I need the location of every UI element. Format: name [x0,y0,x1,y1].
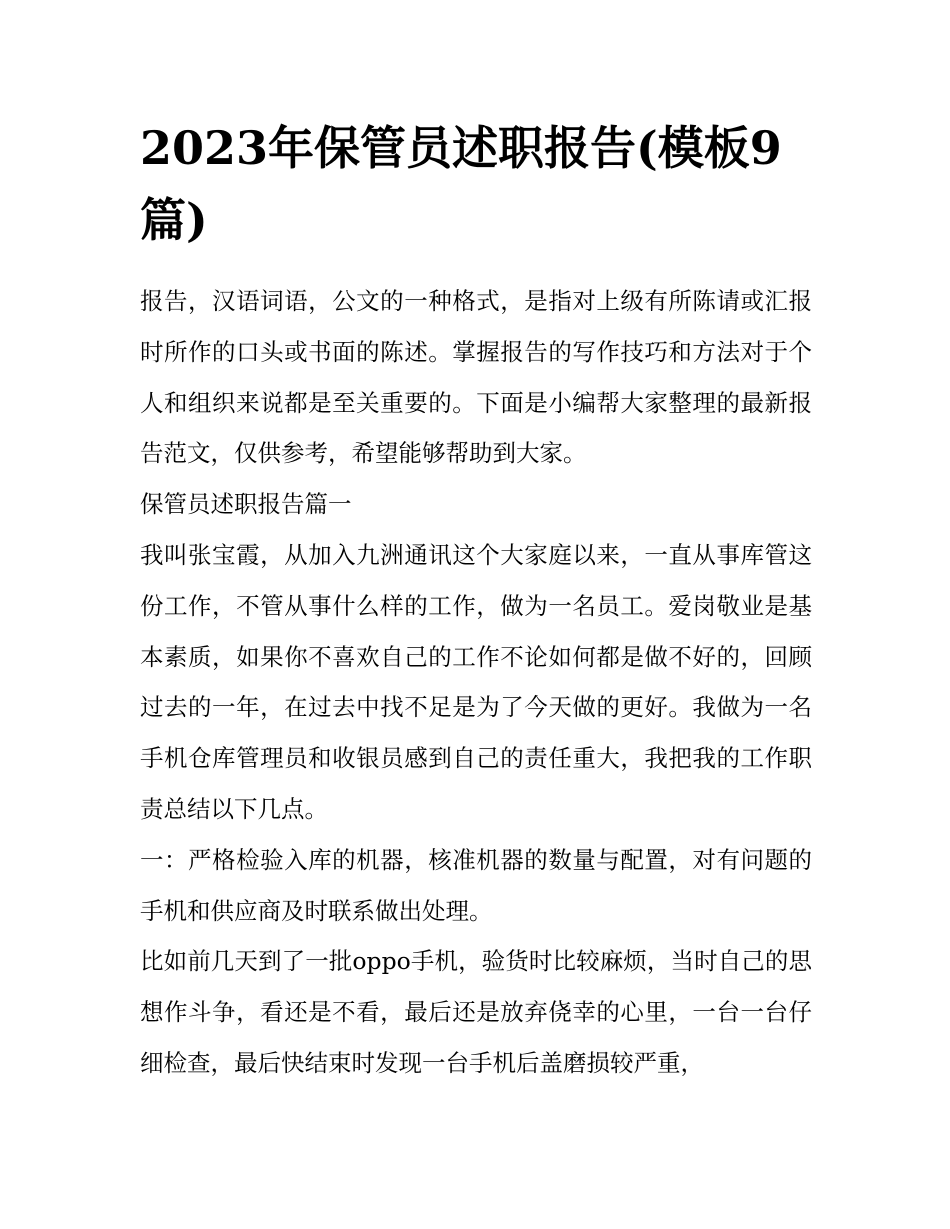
intro-paragraph: 报告，汉语词语，公文的一种格式，是指对上级有所陈请或汇报时所作的口头或书面的陈述。掌握报告的写作技巧和方法对于个人和组织来说都是至关重要的。下面是小编帮大家整理的最新报告范文，仅供参考，希望能够帮助到大家。 [140,287,812,468]
section-heading: 保管员述职报告篇一 [140,490,352,519]
body-paragraph: 比如前几天到了一批oppo手机，验货时比较麻烦，当时自己的思想作斗争，看还是不看，最后还是放弃侥幸的心里，一台一台仔细检查，最后快结束时发现一台手机后盖磨损较严重， [140,947,812,1077]
document-body [140,112,812,1089]
body-paragraph: 我叫张宝霞，从加入九洲通讯这个大家庭以来，一直从事库管这份工作，不管从事什么样的工作，做为一名员工。爱岗敬业是基本素质，如果你不喜欢自己的工作不论如何都是做不好的，回顾过去的一年，在过去中找不足是为了今天做的更好。我做为一名手机仓库管理员和收银员感到自己的责任重大，我把我的工作职责总结以下几点。 [140,540,812,823]
document-title: 2023年保管员述职报告(模板9篇) [140,121,782,247]
body-paragraph: 一：严格检验入库的机器，核准机器的数量与配置，对有问题的手机和供应商及时联系做出处理。 [140,845,812,925]
